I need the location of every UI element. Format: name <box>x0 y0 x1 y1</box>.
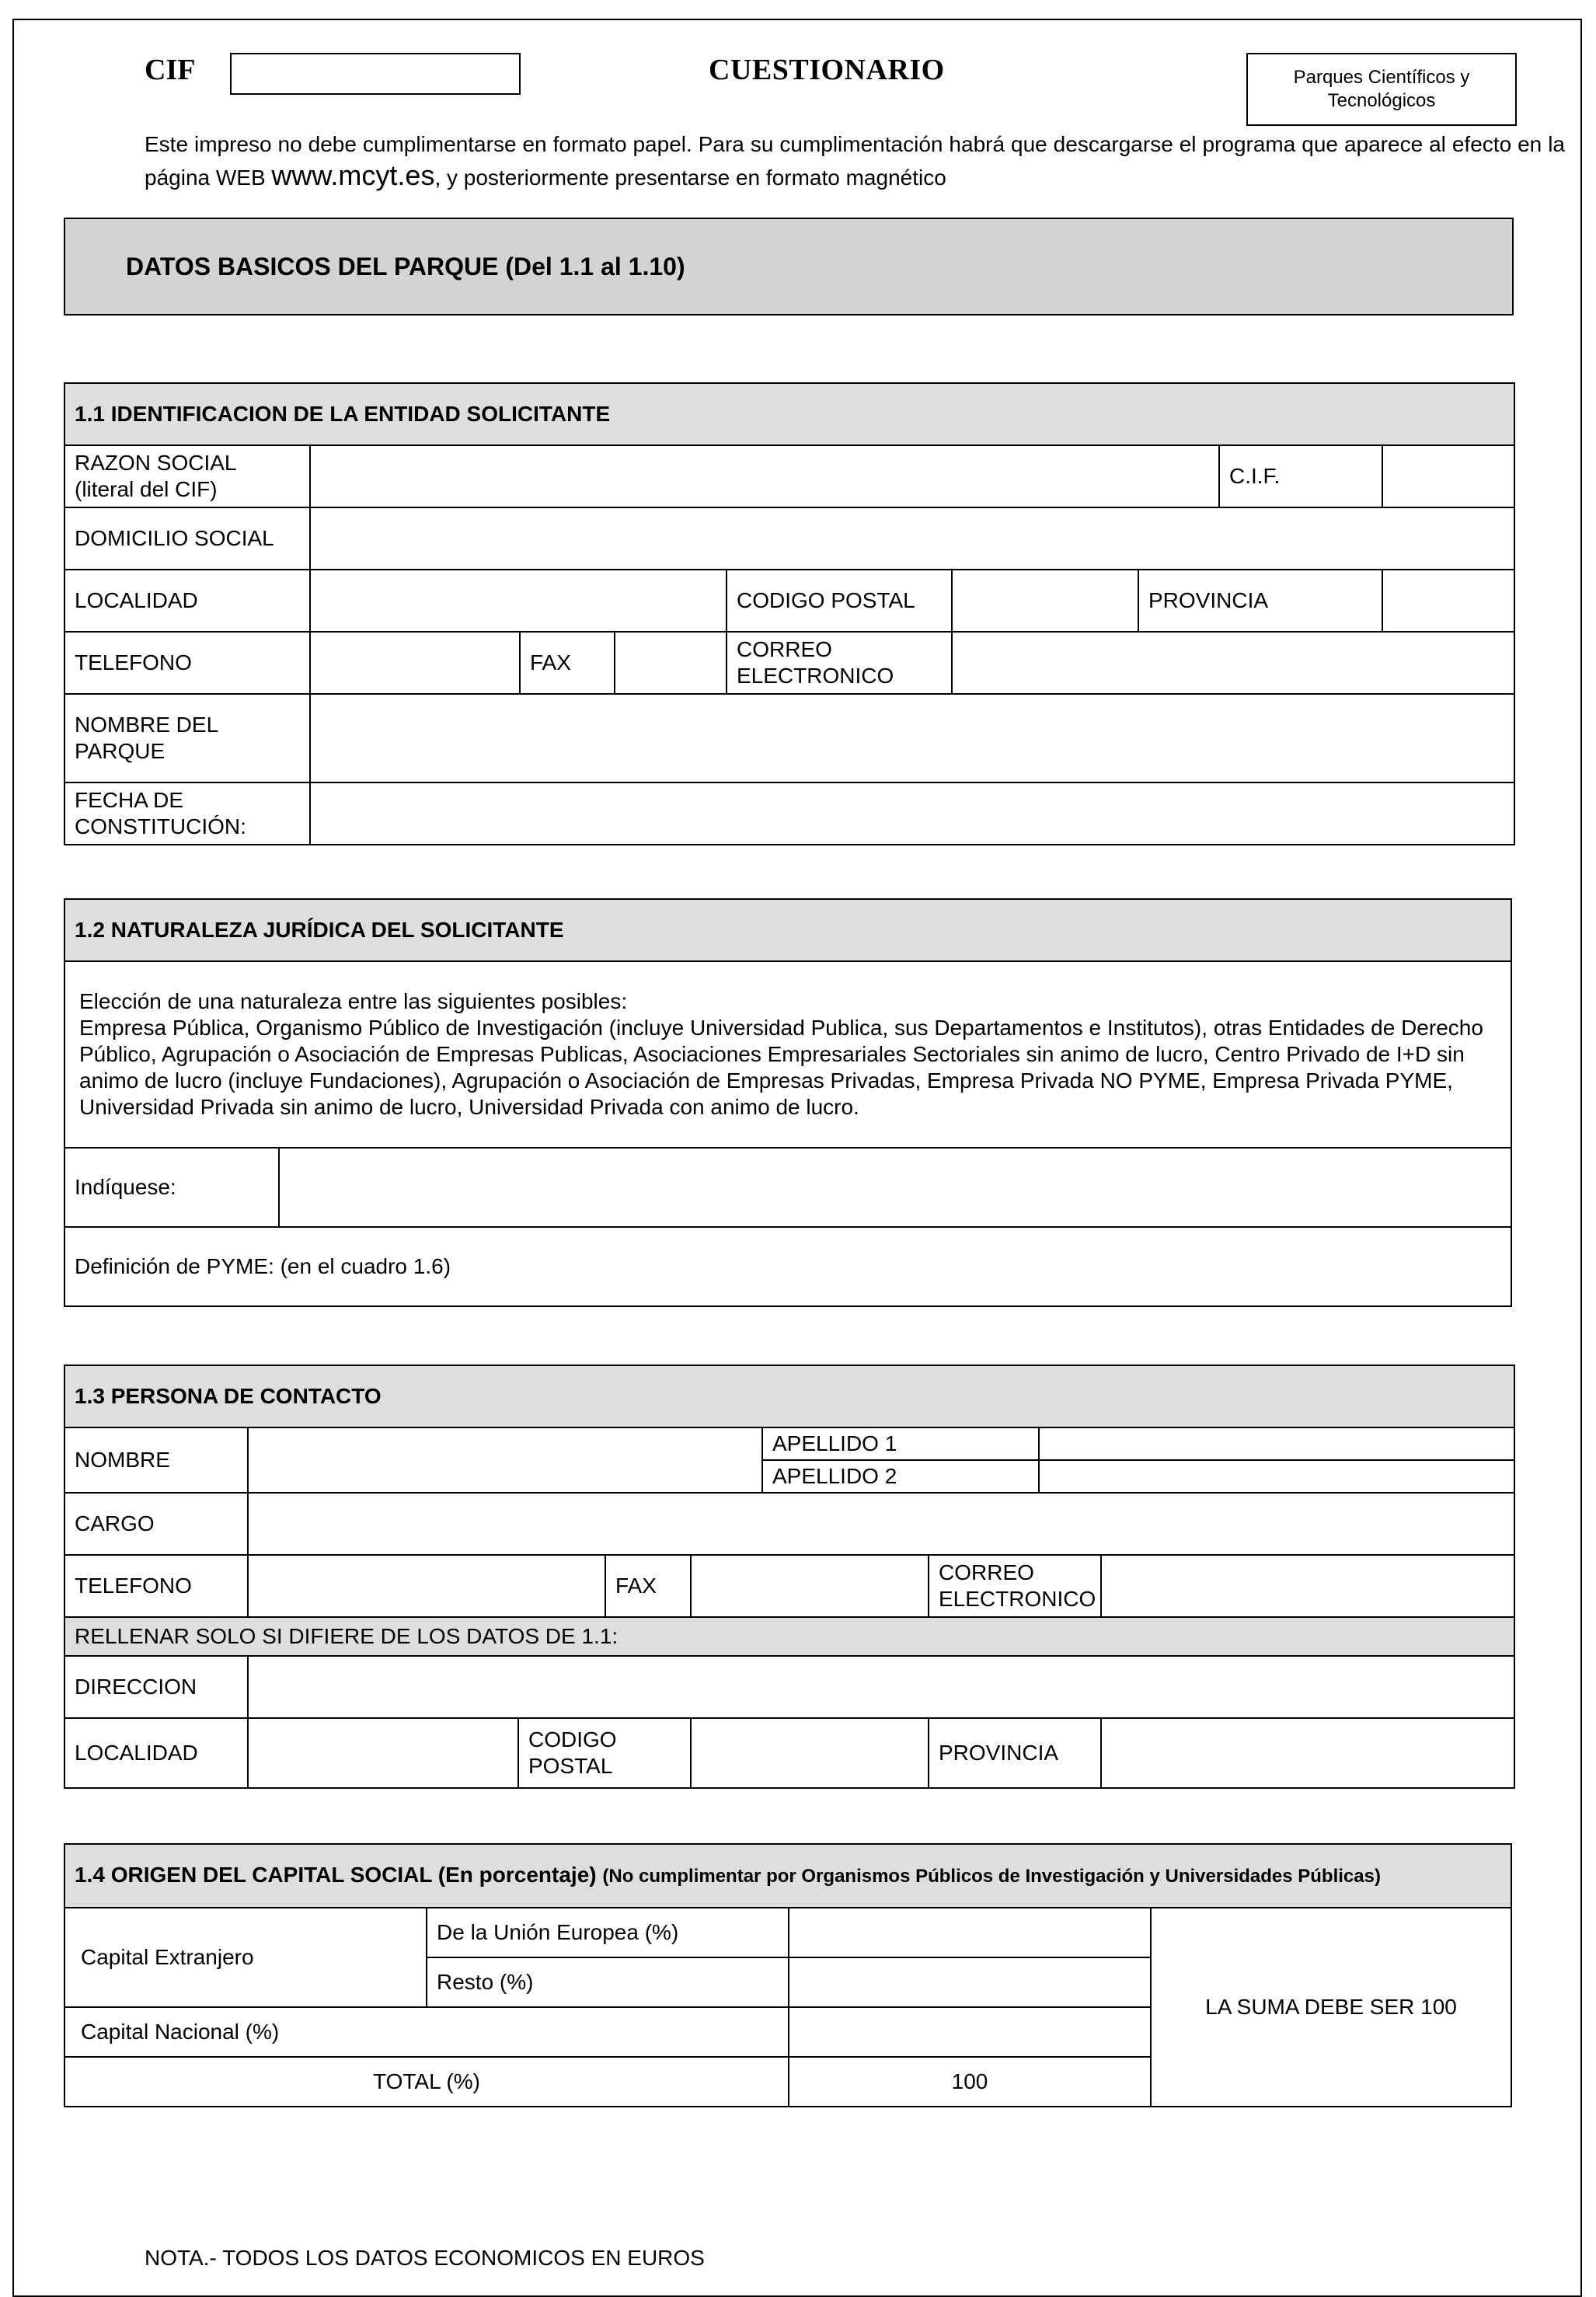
correo-electronico-field[interactable] <box>952 632 1514 694</box>
section-1-2-table <box>64 898 1512 1307</box>
cif-input-box[interactable] <box>230 53 521 95</box>
codigo-postal-label: CODIGO POSTAL <box>727 570 952 632</box>
contacto-correo-field[interactable] <box>1101 1555 1514 1617</box>
intro-text-before: Este impreso no debe cumplimentarse en formato papel. Para su cumplimentación habrá que descargarse el programa que aparece al efecto en la página WEB <box>145 132 1565 190</box>
contacto-provincia-label: PROVINCIA <box>929 1718 1101 1788</box>
fax-label: FAX <box>520 632 615 694</box>
telefono-label: TELEFONO <box>64 632 310 694</box>
indiquese-label: Indíquese: <box>64 1148 279 1227</box>
apellido1-field[interactable] <box>1039 1427 1514 1460</box>
contacto-provincia-field[interactable] <box>1101 1718 1514 1788</box>
razon-social-label: RAZON SOCIAL (literal del CIF) <box>64 445 310 507</box>
form-type-label: Parques Científicos y Tecnológicos <box>1293 67 1470 111</box>
contacto-telefono-field[interactable] <box>248 1555 605 1617</box>
cargo-label: CARGO <box>64 1493 248 1555</box>
union-europea-field[interactable] <box>789 1908 1151 1957</box>
cif-label: CIF <box>145 54 196 86</box>
section-1-3-title: 1.3 PERSONA DE CONTACTO <box>64 1365 1514 1427</box>
contacto-nombre-label: NOMBRE <box>64 1427 248 1493</box>
localidad-field[interactable] <box>310 570 727 632</box>
section-1-1-table <box>64 382 1515 845</box>
intro-paragraph <box>145 129 1565 193</box>
section-1-4-title-cell <box>64 1844 1511 1908</box>
cargo-field[interactable] <box>248 1493 1514 1555</box>
localidad-label: LOCALIDAD <box>64 570 310 632</box>
fecha-constitucion-label: FECHA DE CONSTITUCIÓN: <box>64 783 310 845</box>
razon-social-field[interactable] <box>310 445 1219 507</box>
apellido2-field[interactable] <box>1039 1460 1514 1493</box>
intro-url-link[interactable]: www.mcyt.es <box>271 159 435 191</box>
apellido1-label: APELLIDO 1 <box>762 1427 1039 1460</box>
contacto-codigo-postal-field[interactable] <box>691 1718 929 1788</box>
resto-label: Resto (%) <box>427 1957 789 2007</box>
resto-field[interactable] <box>789 1957 1151 2007</box>
provincia-field[interactable] <box>1382 570 1514 632</box>
apellido2-label: APELLIDO 2 <box>762 1460 1039 1493</box>
contacto-codigo-postal-label: CODIGO POSTAL <box>518 1718 691 1788</box>
section-1-3-table <box>64 1365 1515 1789</box>
contacto-fax-field[interactable] <box>691 1555 929 1617</box>
section-banner-title: DATOS BASICOS DEL PARQUE (Del 1.1 al 1.10) <box>126 252 685 281</box>
contacto-localidad-label: LOCALIDAD <box>64 1718 248 1788</box>
indiquese-field[interactable] <box>279 1148 1511 1227</box>
rellenar-notice: RELLENAR SOLO SI DIFIERE DE LOS DATOS DE 1.1: <box>64 1617 1514 1656</box>
capital-nacional-label: Capital Nacional (%) <box>64 2007 789 2057</box>
pyme-definition-text: Definición de PYME: (en el cuadro 1.6) <box>64 1227 1511 1306</box>
capital-extranjero-label: Capital Extranjero <box>64 1908 427 2007</box>
provincia-label: PROVINCIA <box>1138 570 1382 632</box>
contacto-correo-label: CORREO ELECTRONICO <box>929 1555 1101 1617</box>
nombre-parque-field[interactable] <box>310 694 1514 783</box>
naturaleza-intro-text: Elección de una naturaleza entre las siguientes posibles: <box>79 989 628 1013</box>
cif-field-label: C.I.F. <box>1219 445 1382 507</box>
total-label: TOTAL (%) <box>64 2057 789 2107</box>
fecha-constitucion-field[interactable] <box>310 783 1514 845</box>
contacto-localidad-field[interactable] <box>248 1718 518 1788</box>
direccion-label: DIRECCION <box>64 1656 248 1718</box>
section-1-4-title: 1.4 ORIGEN DEL CAPITAL SOCIAL (En porcentaje) <box>75 1863 597 1887</box>
codigo-postal-field[interactable] <box>952 570 1138 632</box>
naturaleza-options-text: Empresa Pública, Organismo Público de Investigación (incluye Universidad Publica, sus Departamentos e Institutos), otras Entidades de Derecho Público, Agrupación o Asociación de Empresas Publicas, Asociaciones Empresariales Sectoriales sin animo de lucro, Centro Privado de I+D sin animo de lucro (incluye Fundaciones), Agrupación o Asociación de Empresas Privadas, Empresa Privada NO PYME, Empresa Privada PYME, Universidad Privada sin animo de lucro, Universidad Privada con animo de lucro. <box>79 1016 1483 1119</box>
telefono-field[interactable] <box>310 632 520 694</box>
nombre-parque-label: NOMBRE DEL PARQUE <box>64 694 310 783</box>
form-type-box <box>1246 53 1517 126</box>
domicilio-social-field[interactable] <box>310 507 1514 570</box>
total-value: 100 <box>789 2057 1151 2107</box>
section-1-2-title: 1.2 NATURALEZA JURÍDICA DEL SOLICITANTE <box>64 899 1511 961</box>
capital-nacional-field[interactable] <box>789 2007 1151 2057</box>
domicilio-social-label: DOMICILIO SOCIAL <box>64 507 310 570</box>
section-1-4-table <box>64 1843 1512 2107</box>
contacto-nombre-field[interactable] <box>248 1427 762 1493</box>
section-1-4-title-note: (No cumplimentar por Organismos Públicos de Investigación y Universidades Públicas) <box>602 1866 1381 1887</box>
fax-field[interactable] <box>615 632 727 694</box>
contacto-fax-label: FAX <box>605 1555 691 1617</box>
cif-field[interactable] <box>1382 445 1514 507</box>
direccion-field[interactable] <box>248 1656 1514 1718</box>
section-banner <box>64 218 1514 315</box>
suma-notice: LA SUMA DEBE SER 100 <box>1151 1908 1511 2107</box>
contacto-telefono-label: TELEFONO <box>64 1555 248 1617</box>
section-1-1-title: 1.1 IDENTIFICACION DE LA ENTIDAD SOLICITANTE <box>64 383 1514 445</box>
intro-text-after: , y posteriormente presentarse en formato magnético <box>434 166 946 190</box>
document-title: CUESTIONARIO <box>709 54 945 86</box>
footer-note: NOTA.- TODOS LOS DATOS ECONOMICOS EN EUROS <box>145 2246 705 2270</box>
naturaleza-options-cell <box>64 961 1511 1148</box>
correo-electronico-label: CORREO ELECTRONICO <box>727 632 952 694</box>
union-europea-label: De la Unión Europea (%) <box>427 1908 789 1957</box>
